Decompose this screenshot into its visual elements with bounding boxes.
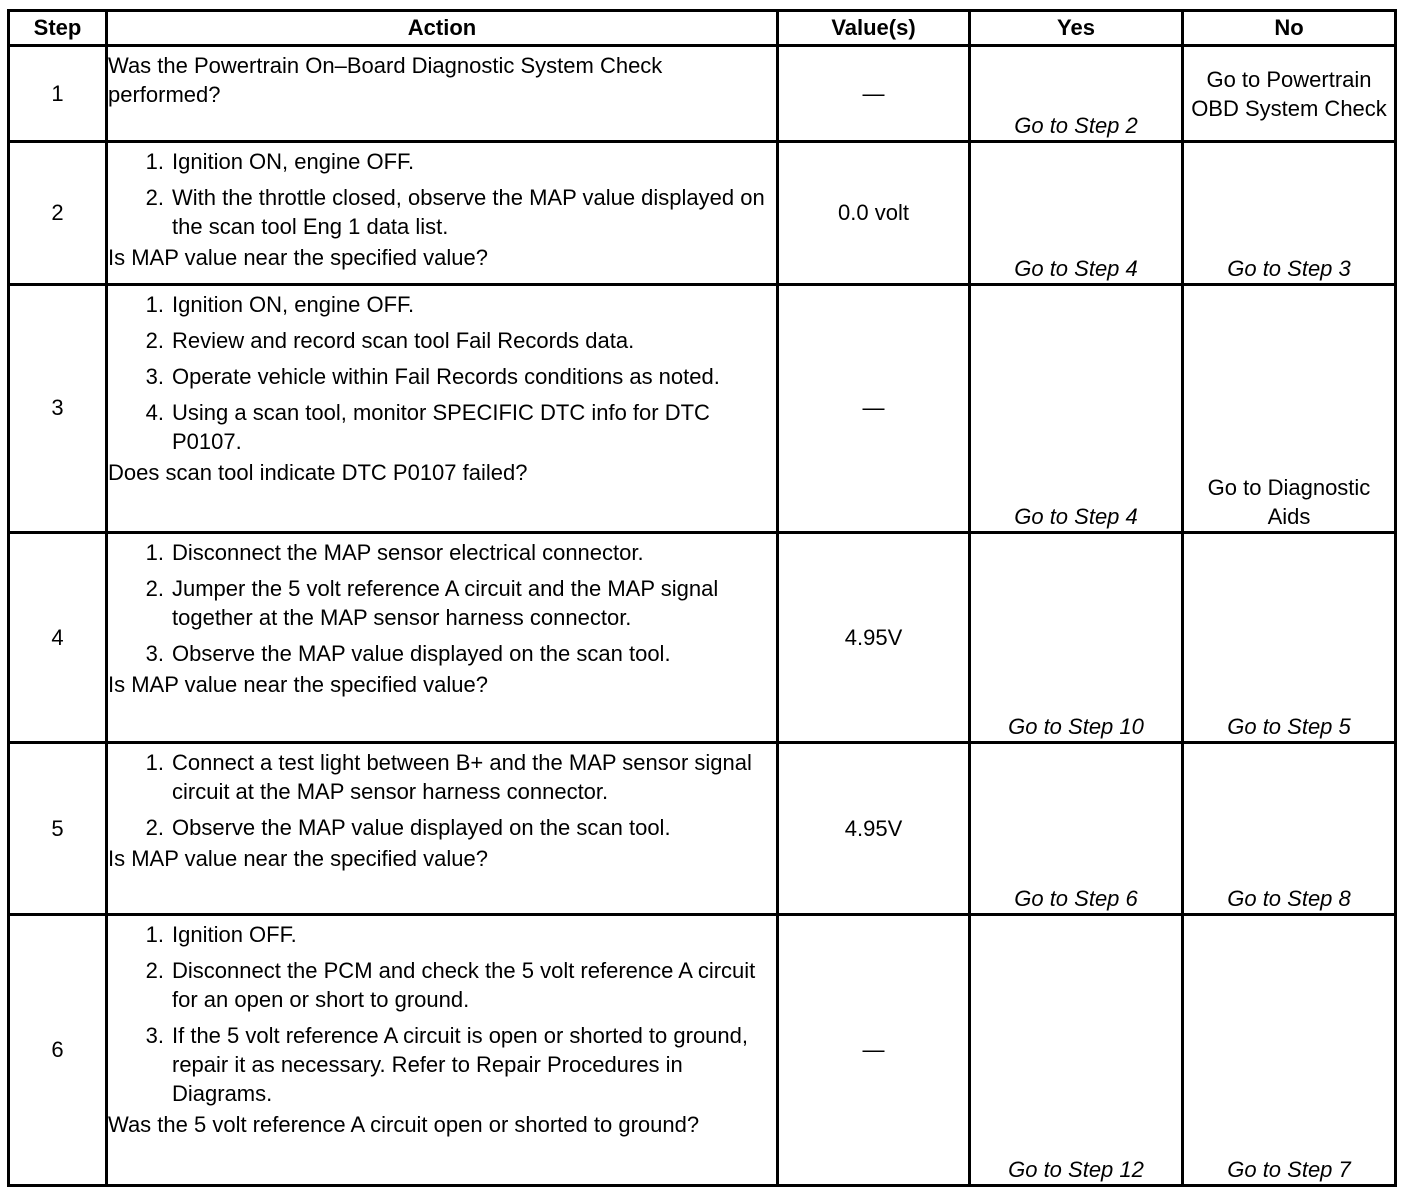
step-number: 3: [9, 284, 107, 533]
step-number: 2: [9, 142, 107, 284]
action-question: Is MAP value near the specified value?: [108, 245, 488, 271]
action-step: 2. Review and record scan tool Fail Records data.: [145, 327, 635, 353]
action-cell: [107, 533, 778, 743]
header-no: No: [1183, 11, 1396, 46]
action-question: Does scan tool indicate DTC P0107 failed?: [108, 459, 528, 485]
action-question: Is MAP value near the specified value?: [108, 845, 488, 871]
step-number: 5: [9, 742, 107, 914]
yes-cell: Go to Step 4: [970, 142, 1183, 284]
action-text: Was the Powertrain On–Board Diagnostic System Check performed?: [108, 53, 663, 107]
yes-cell: Go to Step 2: [970, 46, 1183, 142]
step-number: 4: [9, 533, 107, 743]
action-step: 1. Connect a test light between B+ and the MAP sensor signal circuit at the MAP sensor harness connector.: [145, 749, 752, 804]
yes-cell: Go to Step 4: [970, 284, 1183, 533]
action-steps: [108, 916, 776, 1108]
table-row: [9, 284, 1396, 533]
action-cell: [107, 742, 778, 914]
action-steps: [108, 744, 776, 842]
table-row: [9, 142, 1396, 284]
yes-cell: Go to Step 12: [970, 915, 1183, 1186]
no-cell: Go to Step 3: [1183, 142, 1396, 284]
no-cell: Go to Step 7: [1183, 915, 1396, 1186]
table-row: [9, 915, 1396, 1186]
action-step: 1. Ignition ON, engine OFF.: [145, 291, 415, 317]
value-cell: 0.0 volt: [778, 142, 970, 284]
header-action: Action: [107, 11, 778, 46]
value-cell: 4.95V: [778, 533, 970, 743]
action-step: 3. Operate vehicle within Fail Records conditions as noted.: [145, 363, 720, 389]
no-cell: Go to Step 8: [1183, 742, 1396, 914]
yes-cell: Go to Step 10: [970, 533, 1183, 743]
action-cell: [107, 46, 778, 142]
action-steps: [108, 143, 776, 241]
action-step: 1. Ignition ON, engine OFF.: [145, 149, 415, 175]
value-cell: 4.95V: [778, 742, 970, 914]
step-number: 6: [9, 915, 107, 1186]
action-step: 3. If the 5 volt reference A circuit is open or shorted to ground, repair it as necessary. Refer to Repair Procedures in Diagrams.: [145, 1023, 748, 1107]
diagnostic-table: [7, 9, 1397, 1187]
value-cell: —: [778, 284, 970, 533]
table-row: [9, 46, 1396, 142]
action-question: Is MAP value near the specified value?: [108, 672, 488, 698]
action-steps: [108, 286, 776, 456]
header-step: Step: [9, 11, 107, 46]
header-values: Value(s): [778, 11, 970, 46]
yes-cell: Go to Step 6: [970, 742, 1183, 914]
action-step: 3. Observe the MAP value displayed on the scan tool.: [145, 641, 671, 667]
action-step: 1. Ignition OFF.: [145, 922, 297, 948]
action-step: 2. Disconnect the PCM and check the 5 volt reference A circuit for an open or short to ground.: [145, 958, 756, 1013]
action-steps: [108, 534, 776, 668]
action-step: 2. Observe the MAP value displayed on the scan tool.: [145, 814, 671, 840]
table-row: [9, 533, 1396, 743]
action-step: 2. With the throttle closed, observe the MAP value displayed on the scan tool Eng 1 data list.: [145, 185, 765, 240]
step-number: 1: [9, 46, 107, 142]
action-cell: [107, 915, 778, 1186]
no-cell: Go to Powertrain OBD System Check: [1183, 46, 1396, 142]
value-cell: —: [778, 915, 970, 1186]
no-cell: Go to Step 5: [1183, 533, 1396, 743]
no-cell: Go to Diagnostic Aids: [1183, 284, 1396, 533]
action-step: 1. Disconnect the MAP sensor electrical connector.: [145, 540, 644, 566]
table-row: [9, 742, 1396, 914]
action-cell: [107, 284, 778, 533]
action-question: Was the 5 volt reference A circuit open or shorted to ground?: [108, 1112, 700, 1138]
header-yes: Yes: [970, 11, 1183, 46]
header-row: [9, 11, 1396, 46]
value-cell: —: [778, 46, 970, 142]
action-step: 2. Jumper the 5 volt reference A circuit and the MAP signal together at the MAP sensor harness connector.: [145, 576, 719, 631]
action-cell: [107, 142, 778, 284]
action-step: 4. Using a scan tool, monitor SPECIFIC DTC info for DTC P0107.: [145, 399, 710, 454]
